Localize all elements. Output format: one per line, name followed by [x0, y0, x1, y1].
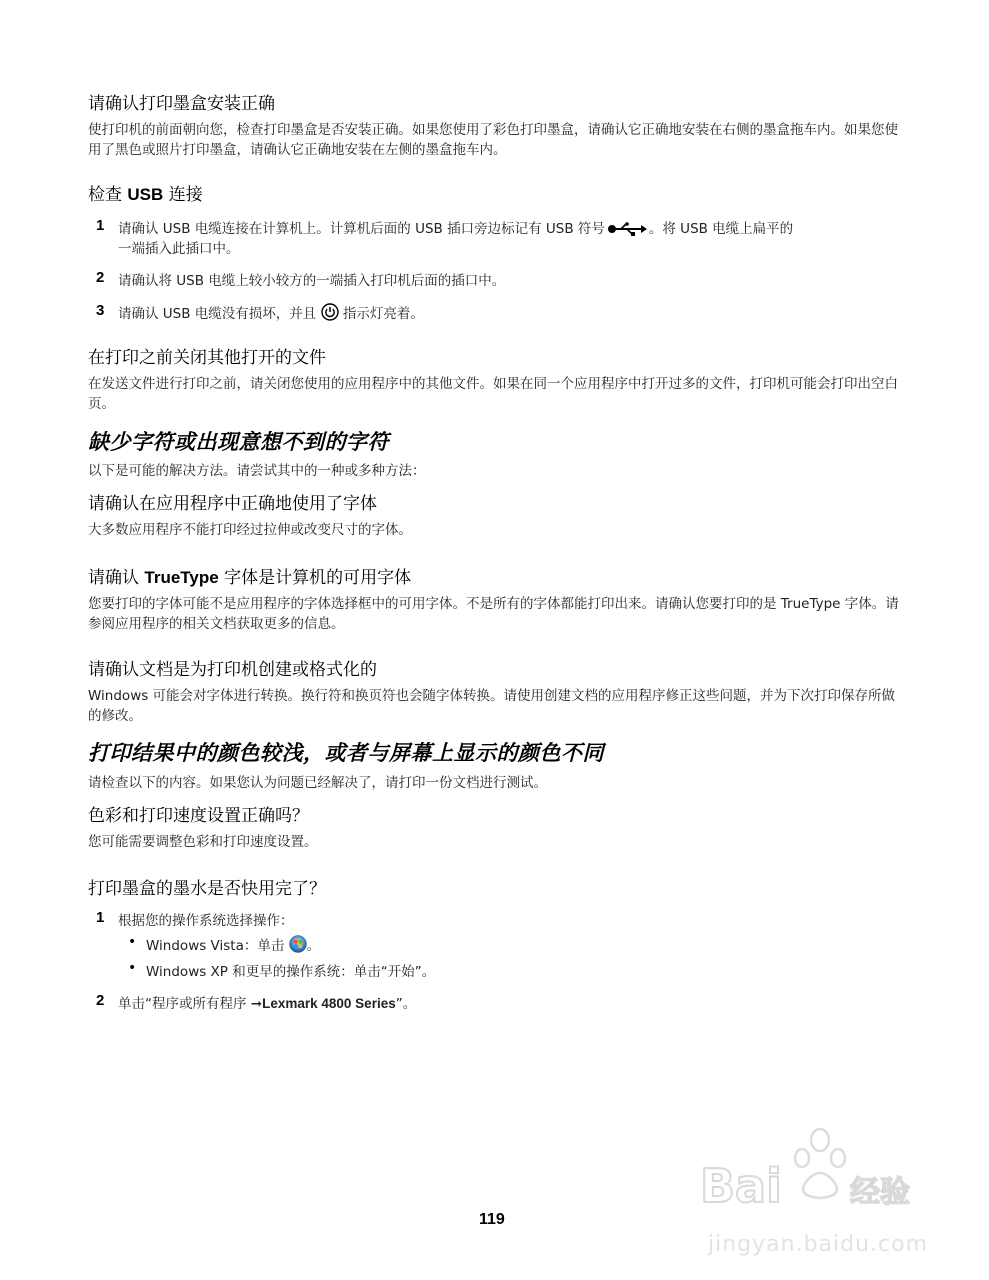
bullet-dot: • — [128, 960, 137, 976]
watermark-url: jingyan.baidu.com — [708, 1232, 929, 1257]
step-number: 1 — [96, 909, 105, 926]
ink-step-1-text: 根据您的操作系统选择操作： — [118, 913, 294, 929]
section-title-usb — [88, 180, 203, 205]
step-number: 3 — [96, 302, 105, 319]
subsection-body-fonts-used: 大多数应用程序不能打印经过拉伸或改变尺寸的字体。 — [88, 522, 412, 538]
usb-step-3-text-a: 请确认 USB 电缆没有损坏，并且 — [118, 306, 317, 322]
windows-start-orb-icon — [289, 935, 307, 957]
truetype-title-pre: 请确认 — [88, 568, 145, 588]
section-title-close-files: 在打印之前关闭其他打开的文件 — [88, 348, 326, 368]
section-body-cartridge-install: 使打印机的前面朝向您，检查打印墨盒是否安装正确。如果您使用了彩色打印墨盒，请确认它正确地安装在右侧的墨盒拖车内。如果您使用了黑色或照片打印墨盒，请确认它正确地安装在左侧的墨盒拖车内。 — [88, 122, 898, 158]
vista-text-b: 。 — [306, 938, 321, 954]
subsection-body-document-format: Windows 可能会对字体进行转换。换行符和换页符也会随字体转换。请使用创建文档的应用程序修正这些问题，并为下次打印保存所做的修改。 — [88, 688, 896, 724]
usb-step-1-line-1 — [118, 217, 793, 237]
truetype-title-bold: TrueType — [144, 568, 219, 587]
step2-text-a: 单击“程序或所有程序 — [118, 996, 251, 1012]
subsection-body-color-speed: 您可能需要调整色彩和打印速度设置。 — [88, 834, 318, 850]
usb-step-1-text-b: 。将 USB 电缆上扁平的 — [648, 221, 794, 237]
power-icon — [321, 303, 339, 325]
section-body-close-files: 在发送文件进行打印之前，请关闭您使用的应用程序中的其他文件。如果在同一个应用程序中打开过多的文件，打印机可能会打印出空白页。 — [88, 376, 898, 412]
step-number: 2 — [96, 992, 105, 1009]
usb-step-1-line-2: 一端插入此插口中。 — [118, 241, 240, 257]
vista-text-a: Windows Vista：单击 — [146, 938, 285, 954]
truetype-title-post: 字体是计算机的可用字体 — [218, 568, 412, 588]
svg-text:经验: 经验 — [850, 1175, 910, 1210]
usb-step-3-text-b: 指示灯亮着。 — [342, 306, 424, 322]
ink-step-2-line — [118, 992, 416, 1012]
subsection-title-truetype — [88, 563, 411, 588]
step-number: 2 — [96, 269, 105, 286]
usb-step-3-line — [118, 302, 424, 325]
section-heading-missing-characters: 缺少字符或出现意想不到的字符 — [88, 430, 389, 454]
svg-text:Bai: Bai — [700, 1159, 782, 1213]
step-number: 1 — [96, 217, 105, 234]
missing-characters-intro: 以下是可能的解决方法。请尝试其中的一种或多种方法： — [88, 463, 426, 479]
section-title-cartridge-install: 请确认打印墨盒安装正确 — [88, 94, 275, 114]
baidu-jingyan-watermark — [690, 1120, 950, 1260]
section-heading-light-colors: 打印结果中的颜色较浅，或者与屏幕上显示的颜色不同 — [88, 741, 604, 765]
subsection-title-ink-low: 打印墨盒的墨水是否快用完了？ — [88, 879, 326, 899]
bullet-windows-vista — [146, 934, 320, 957]
usb-title-bold: USB — [127, 185, 164, 204]
subsection-body-truetype: 您要打印的字体可能不是应用程序的字体选择框中的可用字体。不是所有的字体都能打印出来。请确认您要打印的是 TrueType 字体。请参阅应用程序的相关文档获取更多的信息。 — [88, 596, 899, 632]
subsection-title-document-format: 请确认文档是为打印机创建或格式化的 — [88, 660, 377, 680]
subsection-title-color-speed: 色彩和打印速度设置正确吗？ — [88, 806, 309, 826]
usb-symbol-icon — [607, 222, 647, 236]
light-colors-intro: 请检查以下的内容。如果您认为问题已经解决了，请打印一份文档进行测试。 — [88, 775, 547, 791]
usb-title-post: 连接 — [163, 185, 203, 205]
subsection-title-fonts-used: 请确认在应用程序中正确地使用了字体 — [88, 494, 377, 514]
usb-title-pre: 检查 — [88, 185, 128, 205]
step2-arrow: ➞ — [250, 996, 263, 1012]
bullet-windows-xp: Windows XP 和更早的操作系统：单击“开始”。 — [146, 964, 436, 980]
step2-product-name: Lexmark 4800 Series — [262, 996, 396, 1011]
usb-step-1-text-a: 请确认 USB 电缆连接在计算机上。计算机后面的 USB 插口旁边标记有 USB 符号 — [118, 221, 605, 237]
usb-step-2-text: 请确认将 USB 电缆上较小较方的一端插入打印机后面的插口中。 — [118, 273, 506, 289]
bullet-dot: • — [128, 934, 137, 950]
step2-text-c: ”。 — [395, 996, 417, 1012]
page-number: 119 — [479, 1211, 505, 1228]
